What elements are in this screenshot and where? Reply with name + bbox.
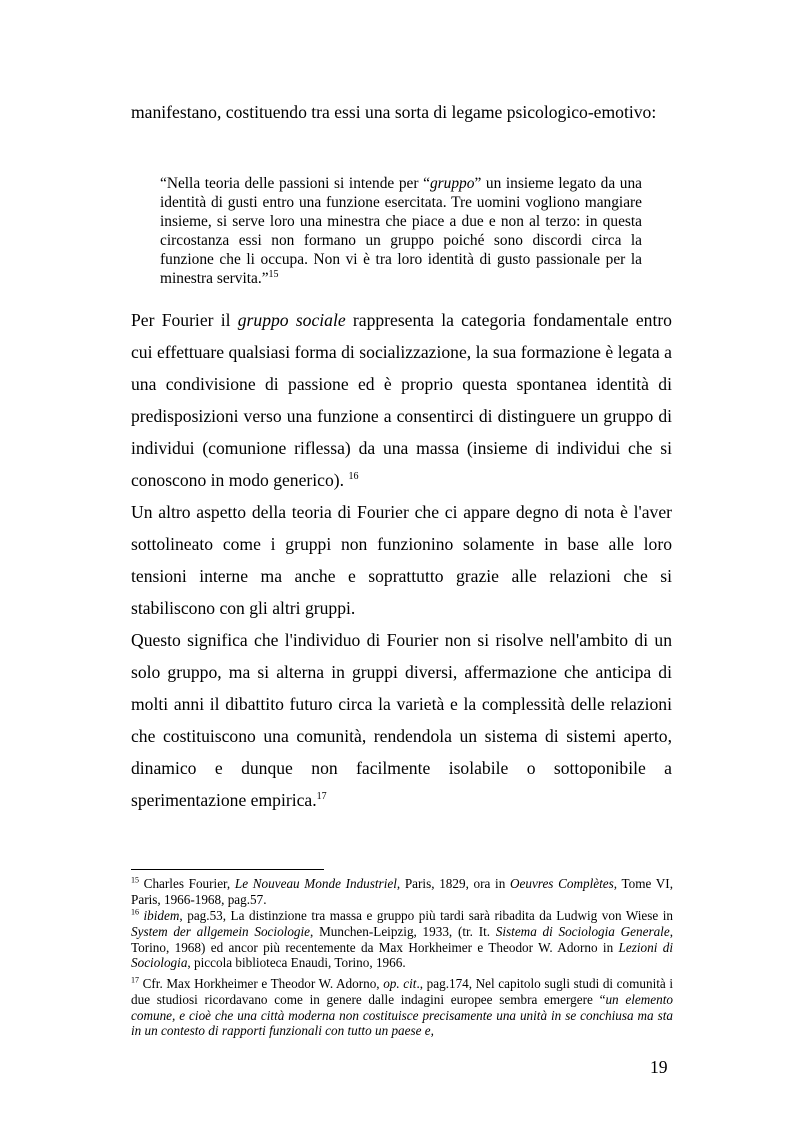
footnote-number: 17 [131,975,139,985]
footnote-ref: 16 [348,471,359,483]
footnote-italic: ibidem [143,908,180,923]
footnote-italic: System der allgemein Sociologie [131,923,311,939]
footnote-italic: Sistema di Sociologia Generale [495,923,670,939]
footnote-separator [131,869,324,870]
footnote-text: , Paris, 1829, ora in [396,876,510,891]
footnote-italic: Le Nouveau Monde Industriel [234,876,397,891]
footnote-ref: 17 [316,791,327,803]
footnote-17 [131,976,673,1039]
footnote-text: Charles Fourier, [139,876,235,891]
quote-text-cont: ” un insieme legato da una identità di gusti entro una funzione esercitata. Tre uomini vogliono mangiare insieme, si serve loro una minestra che piace a due e non al terzo: in questa circostanza essi non formano un gruppo poiché sono discordi circa la funzione che li occupa. Non vi è tra loro identità di gusto passionale per la minestra servita.” [160,175,642,287]
footnote-text: , piccola biblioteca Enaudi, Torino, 1966. [187,955,406,971]
page-number: 19 [650,1057,668,1077]
paragraph-text: Questo significa che l'individuo di Fourier non si risolve nell'ambito di un solo gruppo, ma si alterna in gruppi diversi, affermazione che anticipa di molti anni il dibattito futuro circa la varietà e la complessità delle relazioni che costituiscono una comunità, rendendola un sistema di sistemi aperto, dinamico e dunque non facilmente isolabile o sottoponibile a sperimentazione empirica. [131,630,672,810]
footnote-16 [131,908,673,971]
paragraph-text: Per Fourier il [131,310,238,330]
footnote-italic: Lezioni di Sociologia [131,939,673,971]
footnote-number: 15 [131,875,139,885]
paragraph-text: Un altro aspetto della teoria di Fourier che ci appare degno di nota è l'aver sottolineato come i gruppi non funzionino solamente in base alle loro tensioni interne ma anche e soprattutto grazie alle relazioni che si stabiliscono con gli altri gruppi. [131,502,672,618]
paragraph-text: manifestano, costituendo tra essi una sorta di legame psicologico-emotivo: [131,102,657,122]
paragraph-continued [131,96,672,128]
footnote-text: ., pag.174, Nel capitolo sugli studi di comunità i due studiosi ricordavano come in genere dalle indagini europee sembra emergere “ [131,976,674,1007]
quote-italic: gruppo [429,175,475,192]
footnote-italic: op. cit [383,976,417,991]
footnote-text: , pag.53, La distinzione tra massa e gruppo più tardi sarà ribadita da Ludwig von Wiese in [179,908,674,923]
paragraph-italic: gruppo sociale [237,310,346,330]
quote-text: “Nella teoria delle passioni si intende per “ [160,175,430,192]
footnote-italic: Oeuvres Complètes [509,876,614,891]
paragraph-text-cont: rappresenta la categoria fondamentale entro cui effettuare qualsiasi forma di socializzazione, la sua formazione è legata a una condivisione di passione ed è proprio questa spontanea identità di predisposizioni verso una funzione a consentirci di distinguere un gruppo di individui (comunione riflessa) da una massa (insieme di individui che si conoscono in modo generico). [131,310,672,490]
footnote-text: , Tome VI, Paris, 1966-1968, pag.57. [131,876,673,907]
footnote-text: Cfr. Max Horkheimer e Theodor W. Adorno, [139,976,384,991]
footnote-italic: un elemento comune, e cioè che una città moderna non costituisce precisamente una unità in se conchiusa ma sta in un contesto di rapporti funzionali con tutto un paese e, [131,991,673,1039]
footnote-ref: 15 [268,268,279,280]
footnote-text: , Munchen-Leipzig, 1933, (tr. It. [310,923,496,939]
block-quote [160,174,642,288]
paragraph-fourier [131,304,672,496]
paragraph-meaning [131,624,672,816]
footnote-text: , Torino, 1968) ed ancor più recentemente da Max Horkheimer e Theodor W. Adorno in [131,923,673,955]
footnote-number: 16 [131,907,139,917]
paragraph-aspect [131,496,672,624]
footnote-15 [131,876,673,908]
